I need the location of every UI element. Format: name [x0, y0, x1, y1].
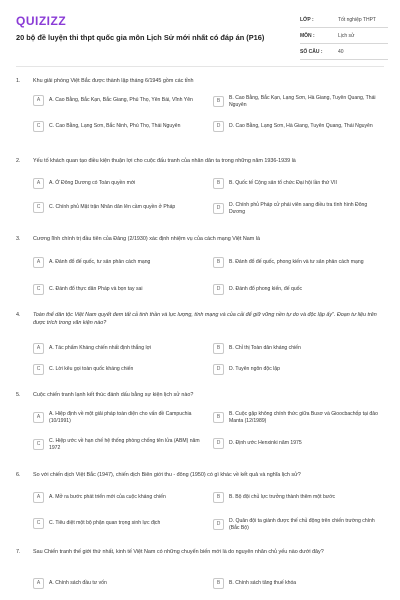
option-letter: B [213, 412, 224, 423]
meta-value: 40 [338, 48, 344, 55]
option-text: C. Lời kêu gọi toàn quốc kháng chiến [49, 366, 134, 373]
option-letter: D [213, 519, 224, 530]
option-text: C. Tiêu diệt một bộ phận quan trọng sinh lực địch [49, 520, 161, 527]
question-5 [16, 392, 384, 451]
option-a[interactable] [33, 257, 204, 268]
option-d[interactable] [213, 518, 384, 532]
option-text: A. Hiệp định về một giải pháp toàn diện cho vấn đề Campuchia (10/1991) [49, 411, 192, 424]
worksheet-header [0, 0, 400, 64]
question-text: Cuộc chiến tranh lạnh kết thúc đánh dấu bằng sự kiện lịch sử nào? [33, 392, 194, 398]
option-b[interactable] [213, 492, 384, 503]
option-letter: D [213, 438, 224, 449]
question-header [16, 549, 384, 557]
option-a[interactable] [33, 578, 204, 589]
option-text: C. Chính phủ Mặt trận Nhân dân lên cầm quyền ở Pháp [49, 204, 176, 211]
option-text: D. Định ước Henxinki năm 1975 [229, 440, 302, 447]
option-d[interactable] [213, 438, 384, 449]
option-text: A. Đánh đổ đế quốc, tư sản phản cách mạng [49, 259, 151, 266]
option-letter: C [33, 364, 44, 375]
worksheet-meta [300, 12, 388, 60]
option-letter: C [33, 518, 44, 529]
option-text: D. Quân đội ta giành được thế chủ động trên chiến trường chính (Bắc Bộ) [229, 518, 375, 531]
question-number: 7. [16, 549, 21, 555]
meta-row-subject [300, 28, 388, 44]
option-text: A. Mở ra bước phát triển mới của cuộc kháng chiến [49, 494, 166, 501]
option-b[interactable] [213, 95, 384, 109]
question-text: Khu giải phóng Việt Bắc được thành lập tháng 6/1945 gồm các tỉnh [33, 78, 194, 84]
meta-row-count [300, 44, 388, 60]
option-letter: C [33, 121, 44, 132]
question-header [16, 78, 384, 86]
option-letter: A [33, 578, 44, 589]
question-text: Cương lĩnh chính trị đầu tiên của Đảng (2/1930) xác định nhiệm vụ của cách mạng Việt Nam là [33, 236, 260, 242]
option-c[interactable] [33, 284, 204, 295]
question-header [16, 158, 384, 166]
option-d[interactable] [213, 121, 384, 132]
option-a[interactable] [33, 95, 204, 106]
option-c[interactable] [33, 202, 204, 213]
option-text: D. Đánh đổ phong kiến, đế quốc [229, 286, 303, 293]
question-number: 3. [16, 236, 21, 242]
question-text: Sau Chiến tranh thế giới thứ nhất, kinh tế Việt Nam có những chuyển biến mới là do nguyên nhân chủ yếu nào dưới đây? [33, 549, 324, 555]
option-letter: A [33, 412, 44, 423]
option-letter: D [213, 203, 224, 214]
option-letter: C [33, 284, 44, 295]
option-text: C. Cao Bằng, Lạng Sơn, Bắc Ninh, Phú Thọ, Thái Nguyên [49, 123, 181, 130]
meta-label: MÔN : [300, 32, 315, 39]
option-letter: B [213, 257, 224, 268]
option-letter: A [33, 178, 44, 189]
option-text: B. Đánh đổ đế quốc, phong kiến và tư sản phản cách mạng [229, 259, 364, 266]
question-1 [16, 78, 384, 130]
option-letter: D [213, 364, 224, 375]
option-text: B. Bộ đội chủ lực trưởng thành thêm một bước [229, 494, 336, 501]
option-text: A. Chính sách đầu tư vốn [49, 580, 107, 587]
option-c[interactable] [33, 121, 204, 132]
meta-value: Lịch sử [338, 32, 355, 39]
option-b[interactable] [213, 257, 384, 268]
option-text: B. Chính sách tăng thuế khóa [229, 580, 297, 587]
question-header [16, 312, 384, 327]
quizizz-logo[interactable]: QUIZIZZ [16, 14, 67, 28]
header-divider [16, 66, 384, 67]
option-text: A. Tác phẩm Kháng chiến nhất định thắng lợi [49, 345, 152, 352]
option-d[interactable] [213, 364, 384, 375]
meta-row-class [300, 12, 388, 28]
question-number: 2. [16, 158, 21, 164]
option-text: B. Quốc tế Cộng sản tổ chức Đại hội lần thứ VII [229, 180, 337, 187]
meta-value: Tốt nghiệp THPT [338, 16, 376, 23]
option-text: B. Cao Bằng, Bắc Kạn, Lạng Sơn, Hà Giang, Tuyên Quang, Thái Nguyên [229, 95, 376, 108]
question-7 [16, 549, 384, 587]
meta-label: LỚP : [300, 16, 314, 23]
question-number: 1. [16, 78, 21, 84]
option-letter: C [33, 202, 44, 213]
option-letter: B [213, 492, 224, 503]
question-header [16, 392, 384, 400]
question-text: So với chiến dịch Việt Bắc (1947), chiến dịch Biên giới thu - đông (1950) có gì khác về kết quả và nghĩa lịch sử? [33, 472, 301, 478]
option-text: B. Chỉ thị Toàn dân kháng chiến [229, 345, 301, 352]
option-letter: A [33, 343, 44, 354]
option-a[interactable] [33, 343, 204, 354]
option-letter: C [33, 439, 44, 450]
option-a[interactable] [33, 411, 204, 425]
option-text: D. Cao Bằng, Lạng Sơn, Hà Giang, Tuyên Quang, Thái Nguyên [229, 123, 373, 130]
option-b[interactable] [213, 343, 384, 354]
option-b[interactable] [213, 178, 384, 189]
option-letter: B [213, 96, 224, 107]
option-text: C. Đánh đổ thực dân Pháp và bọn tay sai [49, 286, 143, 293]
question-text: Yếu tố khách quan tạo điều kiện thuận lợi cho cuộc đấu tranh của nhân dân ta trong những năm 1936-1939 là [33, 158, 296, 164]
question-header [16, 236, 384, 244]
option-letter: A [33, 257, 44, 268]
option-text: B. Cuộc gặp không chính thức giữa Busơ và Gioocbachốp tại đảo Manta (12/1989) [229, 411, 378, 424]
question-3 [16, 236, 384, 293]
worksheet-title: 20 bộ đề luyện thi thpt quốc gia môn Lịch Sử mới nhất có đáp án (P16) [16, 33, 265, 42]
option-c[interactable] [33, 438, 204, 452]
option-letter: D [213, 284, 224, 295]
question-text: Toàn thể dân tộc Việt Nam quyết đem tất cả tinh thần và lực lượng, tính mạng và của cải để giữ vững nền tự do và độc lập ấy”. Đoạn tư liệu trên được trích trong văn kiện nào? [33, 312, 377, 326]
question-number: 6. [16, 472, 21, 478]
option-a[interactable] [33, 492, 204, 503]
option-letter: B [213, 343, 224, 354]
option-c[interactable] [33, 518, 204, 529]
option-c[interactable] [33, 364, 204, 375]
option-d[interactable] [213, 284, 384, 295]
option-text: A. Cao Bằng, Bắc Kạn, Bắc Giang, Phú Thọ, Yên Bái, Vĩnh Yên [49, 97, 193, 104]
question-number: 4. [16, 312, 21, 318]
question-header [16, 472, 384, 480]
option-a[interactable] [33, 178, 204, 189]
option-letter: A [33, 492, 44, 503]
option-letter: B [213, 178, 224, 189]
meta-label: SỐ CÂU : [300, 48, 323, 55]
option-text: D. Chính phủ Pháp cử phái viên sang điều tra tình hình Đông Dương [229, 202, 368, 215]
option-d[interactable] [213, 202, 384, 216]
option-text: D. Tuyên ngôn độc lập [229, 366, 280, 373]
option-letter: D [213, 121, 224, 132]
option-text: A. Ở Đông Dương có Toàn quyền mới [49, 180, 136, 187]
option-text: C. Hiệp ước về hạn chế hệ thống phòng chống tên lửa (ABM) năm 1972 [49, 438, 200, 451]
option-b[interactable] [213, 411, 384, 425]
option-letter: A [33, 95, 44, 106]
option-b[interactable] [213, 578, 384, 589]
question-6 [16, 472, 384, 531]
question-4 [16, 312, 384, 373]
option-letter: B [213, 578, 224, 589]
question-2 [16, 158, 384, 215]
question-number: 5. [16, 392, 21, 398]
